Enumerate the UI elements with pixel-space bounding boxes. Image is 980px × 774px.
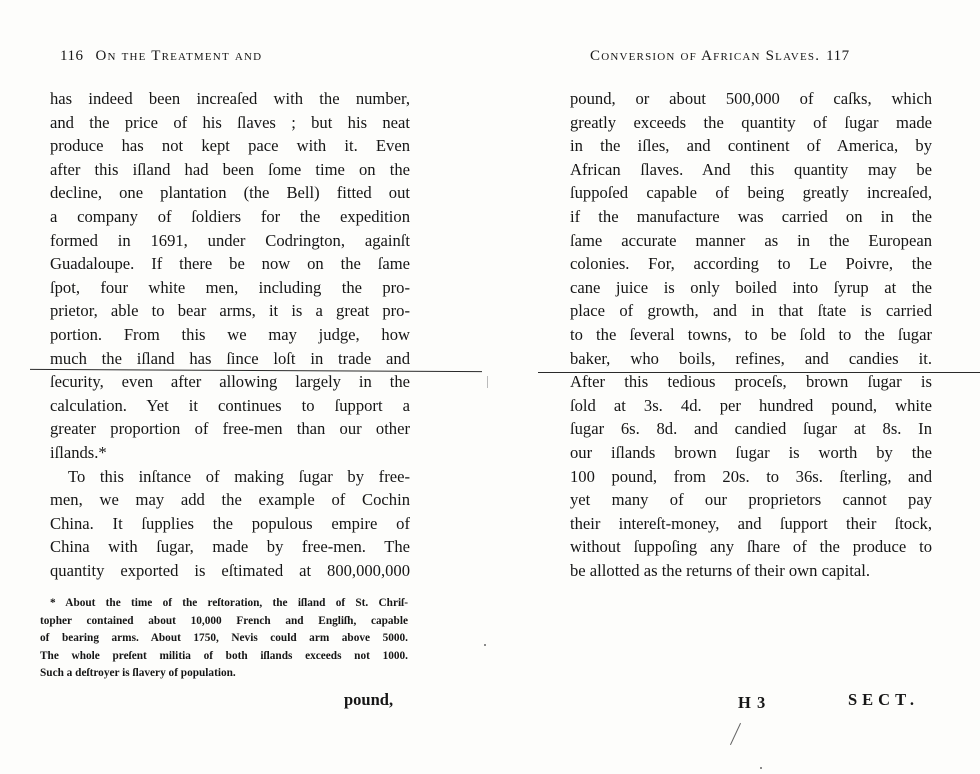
right-page-number: 117 <box>826 48 850 64</box>
text-line: without ſuppoſing any ſhare of the produce to <box>570 537 932 557</box>
scan-speck <box>760 767 762 769</box>
left-page-number: 116 <box>60 48 84 64</box>
gutter-mark <box>487 376 488 388</box>
left-body-text <box>50 87 410 582</box>
scan-speck <box>484 644 486 646</box>
text-line: ſame accurate manner as in the European <box>570 230 932 250</box>
text-line: formed in 1691, under Codrington, againſt <box>50 230 410 250</box>
text-line: After this tedious proceſs, brown ſugar is <box>570 372 932 392</box>
text-line: Guadaloupe. If there be now on the ſame <box>50 254 410 274</box>
right-running-head-title: Conversion of African Slaves. <box>590 48 821 64</box>
footnote <box>40 595 408 683</box>
right-catchword: SECT. <box>848 690 920 709</box>
text-line: a company of ſoldiers for the expedition <box>50 206 410 226</box>
text-line: and the price of his ſlaves ; but his neat <box>50 112 410 132</box>
text-line: place of growth, and in that ſtate is carried <box>570 301 932 321</box>
text-line: baker, who boils, refines, and candies it. <box>570 348 932 368</box>
right-scan-line <box>538 372 980 373</box>
text-line: calculation. Yet it continues to ſupport a <box>50 395 410 415</box>
left-running-head-title: On the Treatment and <box>95 48 263 64</box>
right-running-head <box>590 48 850 65</box>
text-line: portion. From this we may judge, how <box>50 324 410 344</box>
footnote-line: The whole preſent militia of both iſlands exceeds not 1000. <box>40 649 408 662</box>
text-line: cane juice is only boiled into ſyrup at the <box>570 277 932 297</box>
text-line: greater proportion of free-men than our other <box>50 419 410 439</box>
text-line: prietor, able to bear arms, it is a great pro- <box>50 301 410 321</box>
right-body-text <box>570 87 932 582</box>
footnote-line: * About the time of the reſtoration, the iſland of St. Chriſ- <box>50 597 408 609</box>
left-catchword: pound, <box>344 690 394 709</box>
signature-mark: H 3 <box>738 693 767 712</box>
text-line: quantity exported is eſtimated at 800,000,000 <box>50 560 410 580</box>
text-line: African ſlaves. And this quantity may be <box>570 159 932 179</box>
text-line: their intereſt-money, and ſupport their ſtock, <box>570 513 932 533</box>
text-line: To this inſtance of making ſugar by free- <box>68 466 410 486</box>
footnote-line: topher contained about 10,000 French and Engliſh, capable <box>40 614 408 627</box>
text-line: decline, one plantation (the Bell) fitted out <box>50 183 410 203</box>
text-line: China. It ſupplies the populous empire of <box>50 513 410 533</box>
text-line: 100 pound, from 20s. to 36s. ſterling, and <box>570 466 932 486</box>
text-line: has indeed been increaſed with the number, <box>50 89 410 108</box>
text-line: to the ſeveral towns, to be ſold to the ſugar <box>570 324 932 344</box>
text-line: ſpot, four white men, including the pro- <box>50 277 410 297</box>
text-line: pound, or about 500,000 of caſks, which <box>570 89 932 108</box>
text-line: if the manufacture was carried on in the <box>570 206 932 226</box>
footnote-line: of bearing arms. About 1750, Nevis could arm above 5000. <box>40 632 408 645</box>
text-line: after this iſland had been ſome time on the <box>50 159 410 179</box>
text-line: produce has not kept pace with it. Even <box>50 136 410 156</box>
text-line: ſugar 6s. 8d. and candied ſugar at 8s. In <box>570 419 932 439</box>
text-line: yet many of our proprietors cannot pay <box>570 490 932 510</box>
text-line: China with ſugar, made by free-men. The <box>50 537 410 557</box>
text-line: in the iſles, and continent of America, by <box>570 136 932 156</box>
right-page <box>490 0 980 774</box>
text-line: much the iſland has ſince loſt in trade and <box>50 348 410 368</box>
text-line: be allotted as the returns of their own capital. <box>570 560 870 580</box>
footnote-line: Such a deſtroyer is ſlavery of population. <box>40 667 236 680</box>
text-line: greatly exceeds the quantity of ſugar made <box>570 112 932 132</box>
left-running-head <box>60 48 262 65</box>
text-line: our iſlands brown ſugar is worth by the <box>570 442 932 462</box>
text-line: ſuppoſed capable of being greatly increaſed, <box>570 183 932 203</box>
text-line: ſecurity, even after allowing largely in the <box>50 372 410 392</box>
text-line: colonies. For, according to Le Poivre, the <box>570 254 932 274</box>
text-line: men, we may add the example of Cochin <box>50 490 410 510</box>
text-line: iſlands.* <box>50 442 107 462</box>
text-line: ſold at 3s. 4d. per hundred pound, white <box>570 395 932 415</box>
